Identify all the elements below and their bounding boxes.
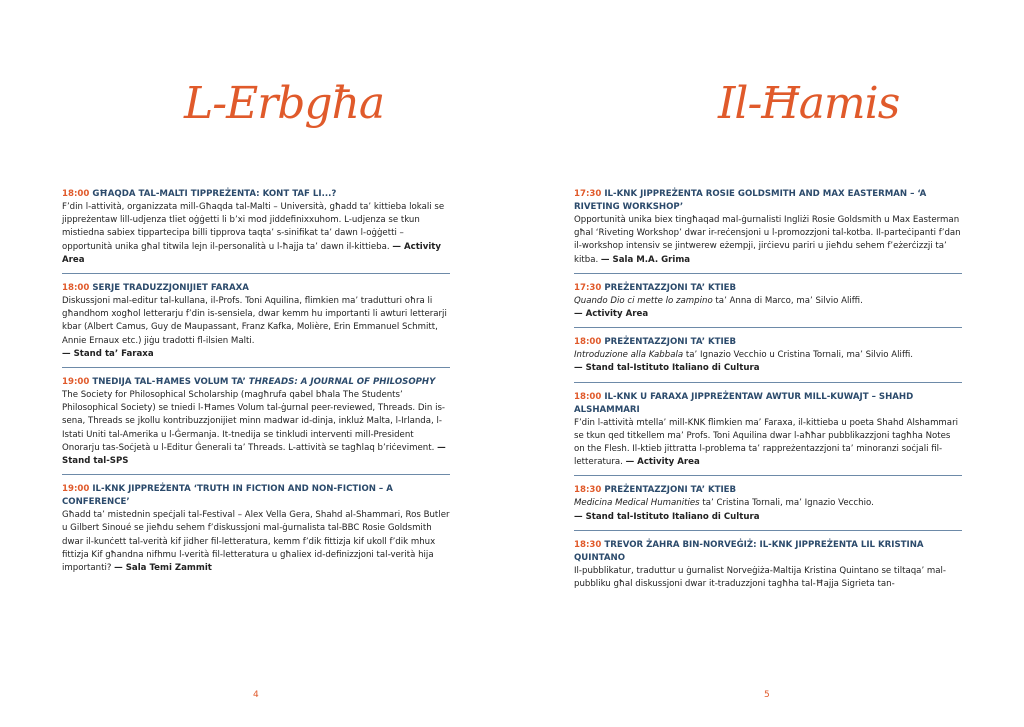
event-description: ta’ Cristina Tornali, ma’ Ignazio Vecchio. (699, 498, 874, 509)
event-location: — Stand ta’ Faraxa (62, 348, 154, 359)
event-heading (62, 282, 450, 295)
event-body (574, 349, 962, 375)
event-title: SERJE TRADUZZJONIJIET FARAXA (92, 283, 249, 294)
event-item (62, 188, 450, 274)
book-title: Introduzione alla Kabbala (574, 350, 684, 361)
event-body (62, 389, 450, 468)
page-number: 5 (764, 690, 770, 700)
event-description: F’din l-attività mtella’ mill-KNK flimkien ma’ Faraxa, il-kittieba u poeta Shahd Alshammari se tkun qed titkellem ma’ Profs. Toni Aquilina dwar l-aħħar pubblikazzjoni tagħha Notes on the Flesh. Il-ktieb jittratta l-problema ta’ rappreżentazzjoni ta’ minoranzi soċjali fil-letteratura. (574, 417, 958, 468)
event-item (574, 336, 962, 382)
event-heading (62, 483, 450, 509)
event-time: 18:00 (62, 189, 90, 199)
event-time: 18:00 (62, 283, 90, 294)
book-title: Medicina Medical Humanities (574, 498, 700, 509)
event-title: PREŻENTAZZJONI TA’ KTIEB (604, 282, 737, 293)
event-location: — Activity Area (62, 241, 442, 265)
event-item (574, 188, 962, 274)
event-heading (62, 188, 450, 201)
event-location: — Stand tal-SPS (62, 442, 446, 467)
events-list-right (574, 188, 962, 605)
event-time: 18:00 (574, 337, 602, 348)
event-description: Għadd ta’ mistednin speċjali tal-Festival – Alex Vella Gera, Shahd al-Shammari, Ros Butler u Gilbert Sinoué se jieħdu sehem f’diskussjoni mal-ġurnalista tal-BBC Rosie Goldsmith dwar il-kunċett tal-verità kif jidher fil-letteratura, kemm f’dik fittizja kif ukoll f’dik mhux fittizja Kif għandna nifhmu l-verità fil-letteratura u għaliex id-definizzjoni tal-verità hija importanti? (62, 510, 450, 574)
event-description: ta’ Anna di Marco, ma’ Silvio Aliffi. (712, 295, 863, 306)
event-time: 18:00 (574, 391, 602, 402)
event-heading (574, 336, 962, 349)
event-time: 17:30 (574, 189, 602, 199)
event-location: — Activity Area (625, 457, 700, 468)
event-description: ta’ Ignazio Vecchio u Cristina Tornali, ma’ Silvio Aliffi. (683, 350, 913, 361)
event-location: — Stand tal-Istituto Italiano di Cultura (574, 363, 760, 374)
event-heading (574, 539, 962, 565)
event-time: 19:00 (62, 377, 90, 388)
event-item (62, 483, 450, 581)
event-location: — Sala M.A. Grima (600, 254, 691, 265)
day-title: L-Erbgħa (184, 78, 385, 129)
event-item (574, 539, 962, 597)
event-title: IL-KNK U FARAXA JIPPREŻENTAW AWTUR MILL-KUWAJT – SHAHD ALSHAMMARI (574, 391, 914, 415)
event-body (62, 201, 450, 267)
event-time: 17:30 (574, 282, 602, 293)
event-item (62, 376, 450, 475)
event-description: Il-pubblikatur, traduttur u ġurnalist Norveġiża-Maltija Kristina Quintano se tiltaqa’ mal-pubbliku għal diskussjoni dwar it-traduzzjoni tagħha tal-Ħajja Sigrieta tan- (574, 565, 947, 590)
event-title: IL-KNK JIPPREŻENTA ‘TRUTH IN FICTION AND NON-FICTION – A CONFERENCE’ (62, 484, 393, 508)
event-heading (62, 376, 450, 389)
event-body (574, 497, 962, 523)
event-time: 18:30 (574, 539, 602, 550)
event-title: PREŻENTAZZJONI TA’ KTIEB (604, 337, 737, 348)
events-list (62, 188, 450, 589)
event-body (62, 509, 450, 575)
event-title: GĦAQDA TAL-MALTI TIPPREŻENTA: KONT TAF LI...? (92, 189, 337, 199)
event-title: IL-KNK JIPPREŻENTA ROSIE GOLDSMITH AND MAX EASTERMAN – ‘A RIVETING WORKSHOP’ (574, 189, 927, 212)
event-item (574, 484, 962, 530)
event-body (62, 295, 450, 361)
day-title: Il-Ħamis (718, 78, 900, 129)
event-heading (574, 188, 962, 214)
event-title-italic: THREADS: A JOURNAL OF PHILOSOPHY (248, 377, 436, 388)
event-time: 19:00 (62, 484, 90, 495)
event-title: TNEDIJA TAL-ĦAMES VOLUM TA’ (92, 377, 246, 388)
event-location: — Stand tal-Istituto Italiano di Cultura (574, 511, 760, 522)
event-description: Opportunità unika biex tingħaqad mal-ġurnalisti Ingliżi Rosie Goldsmith u Max Easterman għal ‘Riveting Workshop’ dwar ir-reċensjoni u l-promozzjoni tal-kotba. Il-parteċipanti f’dan il-workshop intensiv se jintwerew eżempji, jirċievu pariri u jieħdu sehem f’eżerċizzji ta’ kitba. (574, 215, 961, 265)
event-description: The Society for Philosophical Scholarship (magħrufa qabel bħala The Students’ Philosophical Society) se tniedi l-Ħames Volum tal-ġurnal peer-reviewed, Threads. Din is-sena, Threads se jkollu kontribuzzjonijiet minn madwar id-dinja, inkluż Malta, l-Irlanda, l-Istati Uniti tal-Amerika u l-Ġermanja. It-tnedija se tinkludi interventi mill-President Onorarju tas-Soċjetà u l-Editur Ġenerali ta’ Threads. L-attività se tagħlaq b’riċeviment. (62, 390, 446, 453)
event-body (574, 565, 962, 591)
event-item (62, 282, 450, 368)
event-location: — Sala Temi Zammit (114, 563, 212, 574)
event-body (574, 417, 962, 470)
event-description: F’din l-attività, organizzata mill-Għaqda tal-Malti – Università, għadd ta’ kittieba lokali se jippreżentaw lill-udjenza tliet oġġetti li b’xi mod jiddefinixxuhom. L-udjenza se tkun mistiedna sabiex tippartecipa billi tipprova taqta’ s-sinifikat ta’ dawn l-oġġetti – opportunità unika għal titwila lejn il-personalità u l-ħajja ta’ dawn il-kittieba. (62, 202, 445, 252)
event-item (574, 391, 962, 477)
event-title: PREŻENTAZZJONI TA’ KTIEB (604, 485, 737, 496)
event-body (574, 295, 962, 321)
event-location: — Activity Area (574, 309, 649, 320)
event-heading (574, 484, 962, 497)
event-heading (574, 391, 962, 417)
event-title: TREVOR ŻAHRA BIN-NORVEĠIŻ: IL-KNK JIPPREŻENTA LIL KRISTINA QUINTANO (574, 539, 924, 563)
page-number: 4 (253, 690, 259, 700)
event-item (574, 282, 962, 328)
event-description: Diskussjoni mal-editur tal-kullana, il-Profs. Toni Aquilina, flimkien ma’ tradutturi oħra li għandhom xogħol letterarju f’din is-sensiela, dwar kemm hu importanti li awturi letterarji kbar (Albert Camus, Guy de Maupassant, Franz Kafka, Molière, Erin Emmanuel Schmitt, Annie Ernaux etc.) jiġu tradotti fl-ilsien Malti. (62, 296, 447, 346)
event-body (574, 214, 962, 267)
event-heading (574, 282, 962, 295)
event-time: 18:30 (574, 485, 602, 496)
book-title: Quando Dio ci mette lo zampino (574, 295, 713, 306)
